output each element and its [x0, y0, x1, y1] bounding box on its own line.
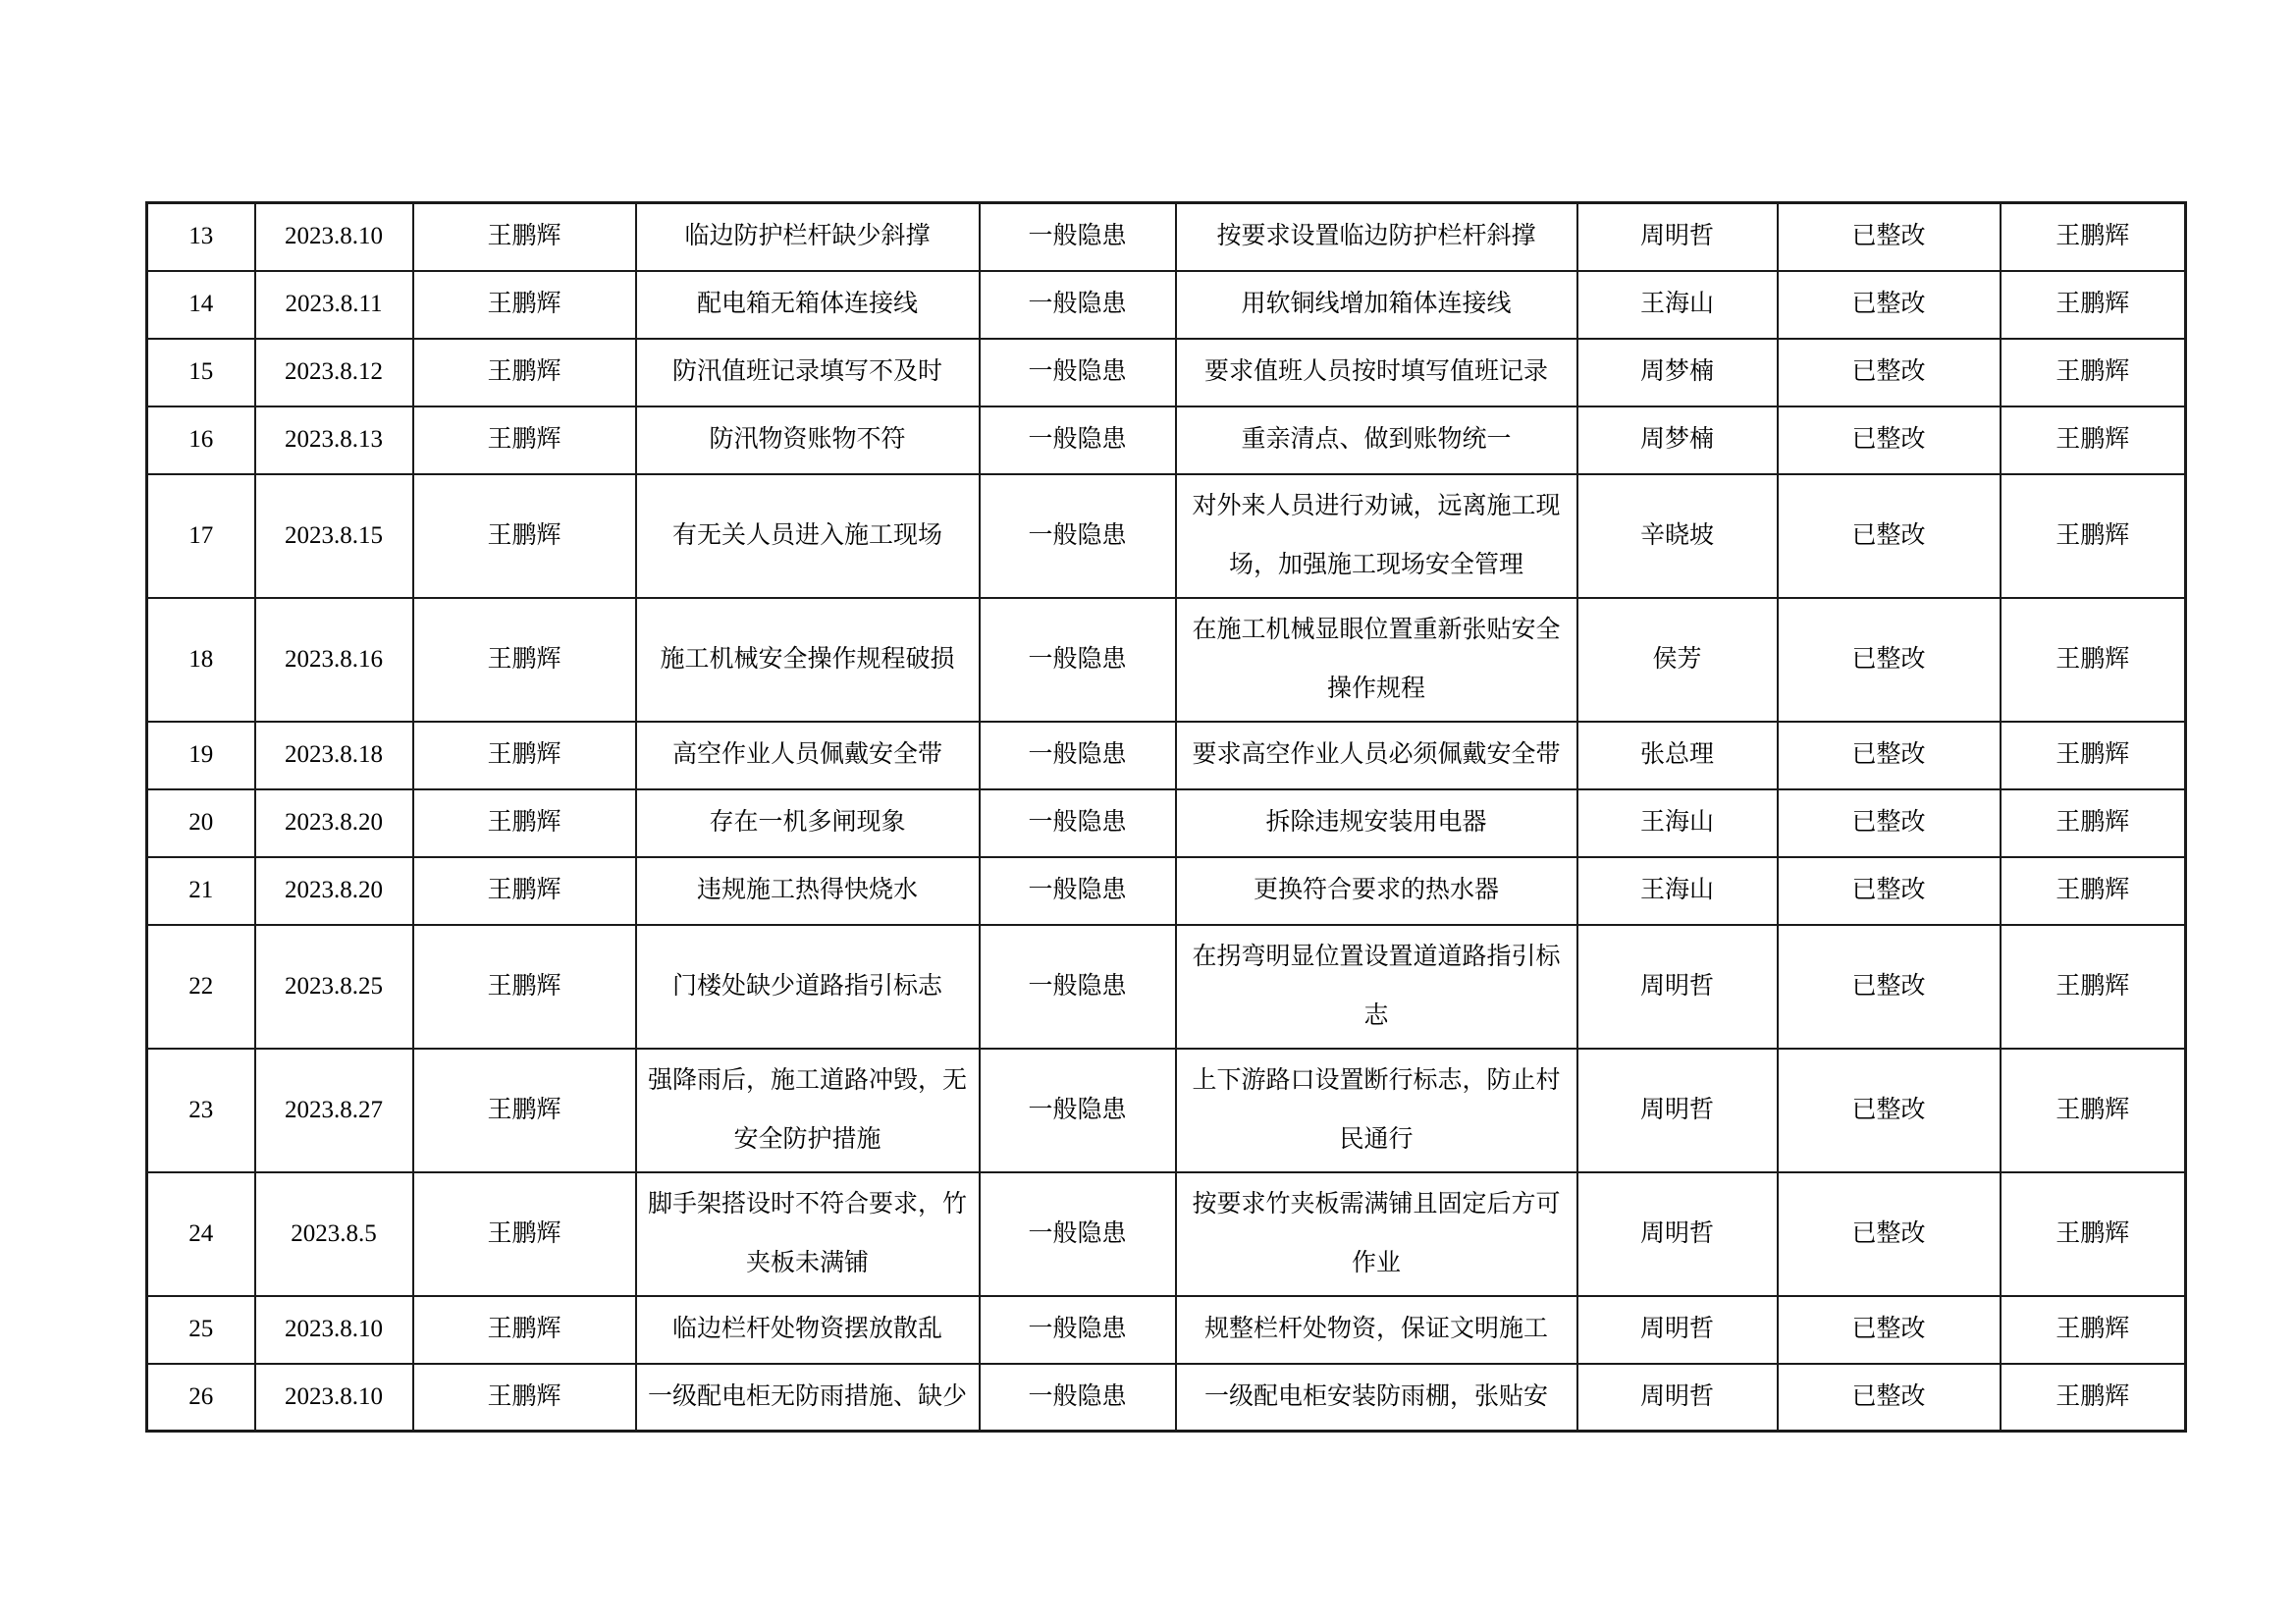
- hazard-rectification-table: [145, 201, 2187, 1433]
- cell-rectification-status: 已整改: [1778, 789, 2001, 857]
- cell-responsible-person: 周明哲: [1577, 1364, 1778, 1432]
- cell-verifier-name: 王鹏辉: [2001, 1049, 2186, 1172]
- cell-verifier-name: 王鹏辉: [2001, 474, 2186, 598]
- cell-responsible-person: 张总理: [1577, 722, 1778, 789]
- cell-hazard-description: 高空作业人员佩戴安全带: [636, 722, 980, 789]
- cell-serial-number: 16: [147, 406, 255, 474]
- cell-serial-number: 25: [147, 1296, 255, 1364]
- cell-serial-number: 24: [147, 1172, 255, 1296]
- cell-responsible-person: 周明哲: [1577, 203, 1778, 271]
- cell-responsible-person: 周明哲: [1577, 1296, 1778, 1364]
- cell-rectification-measure: 重亲清点、做到账物统一: [1176, 406, 1577, 474]
- cell-inspection-date: 2023.8.18: [255, 722, 413, 789]
- table-row: [147, 1296, 2186, 1364]
- cell-verifier-name: 王鹏辉: [2001, 1364, 2186, 1432]
- cell-rectification-status: 已整改: [1778, 406, 2001, 474]
- cell-rectification-status: 已整改: [1778, 203, 2001, 271]
- cell-responsible-person: 辛晓坡: [1577, 474, 1778, 598]
- cell-hazard-description: 存在一机多闸现象: [636, 789, 980, 857]
- cell-hazard-description: 脚手架搭设时不符合要求，竹夹板未满铺: [636, 1172, 980, 1296]
- cell-hazard-description: 门楼处缺少道路指引标志: [636, 925, 980, 1049]
- cell-verifier-name: 王鹏辉: [2001, 203, 2186, 271]
- cell-rectification-measure: 要求值班人员按时填写值班记录: [1176, 339, 1577, 406]
- cell-rectification-status: 已整改: [1778, 1049, 2001, 1172]
- table-row: [147, 598, 2186, 722]
- table-row: [147, 474, 2186, 598]
- cell-rectification-status: 已整改: [1778, 474, 2001, 598]
- table-row: [147, 1049, 2186, 1172]
- cell-hazard-category: 一般隐患: [980, 406, 1176, 474]
- cell-serial-number: 18: [147, 598, 255, 722]
- cell-hazard-category: 一般隐患: [980, 271, 1176, 339]
- cell-rectification-measure: 用软铜线增加箱体连接线: [1176, 271, 1577, 339]
- cell-rectification-measure: 按要求设置临边防护栏杆斜撑: [1176, 203, 1577, 271]
- cell-hazard-category: 一般隐患: [980, 203, 1176, 271]
- cell-rectification-measure: 在拐弯明显位置设置道道路指引标志: [1176, 925, 1577, 1049]
- cell-inspection-date: 2023.8.20: [255, 857, 413, 925]
- cell-hazard-category: 一般隐患: [980, 598, 1176, 722]
- cell-inspection-date: 2023.8.5: [255, 1172, 413, 1296]
- table-row: [147, 925, 2186, 1049]
- cell-rectification-measure: 拆除违规安装用电器: [1176, 789, 1577, 857]
- cell-verifier-name: 王鹏辉: [2001, 271, 2186, 339]
- cell-inspection-date: 2023.8.12: [255, 339, 413, 406]
- cell-responsible-person: 周明哲: [1577, 1049, 1778, 1172]
- cell-responsible-person: 王海山: [1577, 271, 1778, 339]
- cell-serial-number: 26: [147, 1364, 255, 1432]
- cell-hazard-description: 一级配电柜无防雨措施、缺少: [636, 1364, 980, 1432]
- cell-hazard-category: 一般隐患: [980, 1172, 1176, 1296]
- cell-responsible-person: 周明哲: [1577, 1172, 1778, 1296]
- cell-rectification-status: 已整改: [1778, 722, 2001, 789]
- cell-inspection-date: 2023.8.10: [255, 1296, 413, 1364]
- cell-serial-number: 21: [147, 857, 255, 925]
- cell-rectification-measure: 按要求竹夹板需满铺且固定后方可作业: [1176, 1172, 1577, 1296]
- cell-hazard-description: 防汛值班记录填写不及时: [636, 339, 980, 406]
- cell-rectification-measure: 更换符合要求的热水器: [1176, 857, 1577, 925]
- cell-hazard-description: 有无关人员进入施工现场: [636, 474, 980, 598]
- cell-responsible-person: 侯芳: [1577, 598, 1778, 722]
- cell-rectification-status: 已整改: [1778, 598, 2001, 722]
- cell-rectification-status: 已整改: [1778, 1172, 2001, 1296]
- cell-serial-number: 13: [147, 203, 255, 271]
- cell-hazard-description: 防汛物资账物不符: [636, 406, 980, 474]
- cell-serial-number: 23: [147, 1049, 255, 1172]
- cell-rectification-status: 已整改: [1778, 271, 2001, 339]
- cell-rectification-measure: 上下游路口设置断行标志，防止村民通行: [1176, 1049, 1577, 1172]
- cell-verifier-name: 王鹏辉: [2001, 1296, 2186, 1364]
- cell-serial-number: 17: [147, 474, 255, 598]
- cell-serial-number: 20: [147, 789, 255, 857]
- cell-inspector-name: 王鹏辉: [413, 925, 636, 1049]
- cell-responsible-person: 王海山: [1577, 789, 1778, 857]
- cell-hazard-description: 临边栏杆处物资摆放散乱: [636, 1296, 980, 1364]
- cell-inspector-name: 王鹏辉: [413, 1049, 636, 1172]
- cell-serial-number: 22: [147, 925, 255, 1049]
- cell-rectification-measure: 要求高空作业人员必须佩戴安全带: [1176, 722, 1577, 789]
- cell-inspector-name: 王鹏辉: [413, 1364, 636, 1432]
- table-row: [147, 857, 2186, 925]
- cell-verifier-name: 王鹏辉: [2001, 598, 2186, 722]
- cell-inspector-name: 王鹏辉: [413, 271, 636, 339]
- table-row: [147, 722, 2186, 789]
- table-row: [147, 203, 2186, 271]
- cell-serial-number: 15: [147, 339, 255, 406]
- cell-serial-number: 14: [147, 271, 255, 339]
- cell-hazard-category: 一般隐患: [980, 1364, 1176, 1432]
- cell-hazard-description: 强降雨后，施工道路冲毁，无安全防护措施: [636, 1049, 980, 1172]
- cell-hazard-category: 一般隐患: [980, 722, 1176, 789]
- cell-hazard-category: 一般隐患: [980, 857, 1176, 925]
- cell-rectification-measure: 对外来人员进行劝诫，远离施工现场，加强施工现场安全管理: [1176, 474, 1577, 598]
- cell-rectification-status: 已整改: [1778, 339, 2001, 406]
- table-row: [147, 1172, 2186, 1296]
- cell-inspector-name: 王鹏辉: [413, 857, 636, 925]
- cell-rectification-status: 已整改: [1778, 1364, 2001, 1432]
- cell-responsible-person: 周明哲: [1577, 925, 1778, 1049]
- cell-rectification-measure: 一级配电柜安装防雨棚，张贴安: [1176, 1364, 1577, 1432]
- cell-hazard-category: 一般隐患: [980, 1296, 1176, 1364]
- cell-inspection-date: 2023.8.27: [255, 1049, 413, 1172]
- cell-inspection-date: 2023.8.13: [255, 406, 413, 474]
- cell-hazard-category: 一般隐患: [980, 339, 1176, 406]
- cell-inspector-name: 王鹏辉: [413, 1296, 636, 1364]
- cell-inspector-name: 王鹏辉: [413, 203, 636, 271]
- cell-rectification-measure: 在施工机械显眼位置重新张贴安全操作规程: [1176, 598, 1577, 722]
- cell-inspection-date: 2023.8.25: [255, 925, 413, 1049]
- cell-inspector-name: 王鹏辉: [413, 789, 636, 857]
- cell-inspector-name: 王鹏辉: [413, 406, 636, 474]
- cell-rectification-measure: 规整栏杆处物资，保证文明施工: [1176, 1296, 1577, 1364]
- cell-inspector-name: 王鹏辉: [413, 1172, 636, 1296]
- table-row: [147, 339, 2186, 406]
- cell-inspection-date: 2023.8.11: [255, 271, 413, 339]
- cell-hazard-description: 施工机械安全操作规程破损: [636, 598, 980, 722]
- cell-rectification-status: 已整改: [1778, 925, 2001, 1049]
- cell-serial-number: 19: [147, 722, 255, 789]
- cell-inspector-name: 王鹏辉: [413, 598, 636, 722]
- cell-rectification-status: 已整改: [1778, 857, 2001, 925]
- table-row: [147, 789, 2186, 857]
- cell-hazard-category: 一般隐患: [980, 925, 1176, 1049]
- cell-hazard-category: 一般隐患: [980, 1049, 1176, 1172]
- cell-verifier-name: 王鹏辉: [2001, 339, 2186, 406]
- cell-verifier-name: 王鹏辉: [2001, 1172, 2186, 1296]
- cell-inspection-date: 2023.8.15: [255, 474, 413, 598]
- cell-verifier-name: 王鹏辉: [2001, 925, 2186, 1049]
- table-row: [147, 271, 2186, 339]
- cell-responsible-person: 王海山: [1577, 857, 1778, 925]
- cell-inspection-date: 2023.8.10: [255, 203, 413, 271]
- cell-rectification-status: 已整改: [1778, 1296, 2001, 1364]
- table-row: [147, 1364, 2186, 1432]
- table-body: [147, 203, 2186, 1432]
- cell-hazard-description: 配电箱无箱体连接线: [636, 271, 980, 339]
- cell-hazard-category: 一般隐患: [980, 789, 1176, 857]
- cell-hazard-category: 一般隐患: [980, 474, 1176, 598]
- cell-verifier-name: 王鹏辉: [2001, 789, 2186, 857]
- cell-inspection-date: 2023.8.16: [255, 598, 413, 722]
- cell-verifier-name: 王鹏辉: [2001, 406, 2186, 474]
- cell-inspector-name: 王鹏辉: [413, 474, 636, 598]
- cell-inspection-date: 2023.8.20: [255, 789, 413, 857]
- table-row: [147, 406, 2186, 474]
- cell-hazard-description: 违规施工热得快烧水: [636, 857, 980, 925]
- cell-inspector-name: 王鹏辉: [413, 339, 636, 406]
- cell-responsible-person: 周梦楠: [1577, 339, 1778, 406]
- cell-verifier-name: 王鹏辉: [2001, 722, 2186, 789]
- cell-inspector-name: 王鹏辉: [413, 722, 636, 789]
- cell-responsible-person: 周梦楠: [1577, 406, 1778, 474]
- cell-verifier-name: 王鹏辉: [2001, 857, 2186, 925]
- cell-inspection-date: 2023.8.10: [255, 1364, 413, 1432]
- cell-hazard-description: 临边防护栏杆缺少斜撑: [636, 203, 980, 271]
